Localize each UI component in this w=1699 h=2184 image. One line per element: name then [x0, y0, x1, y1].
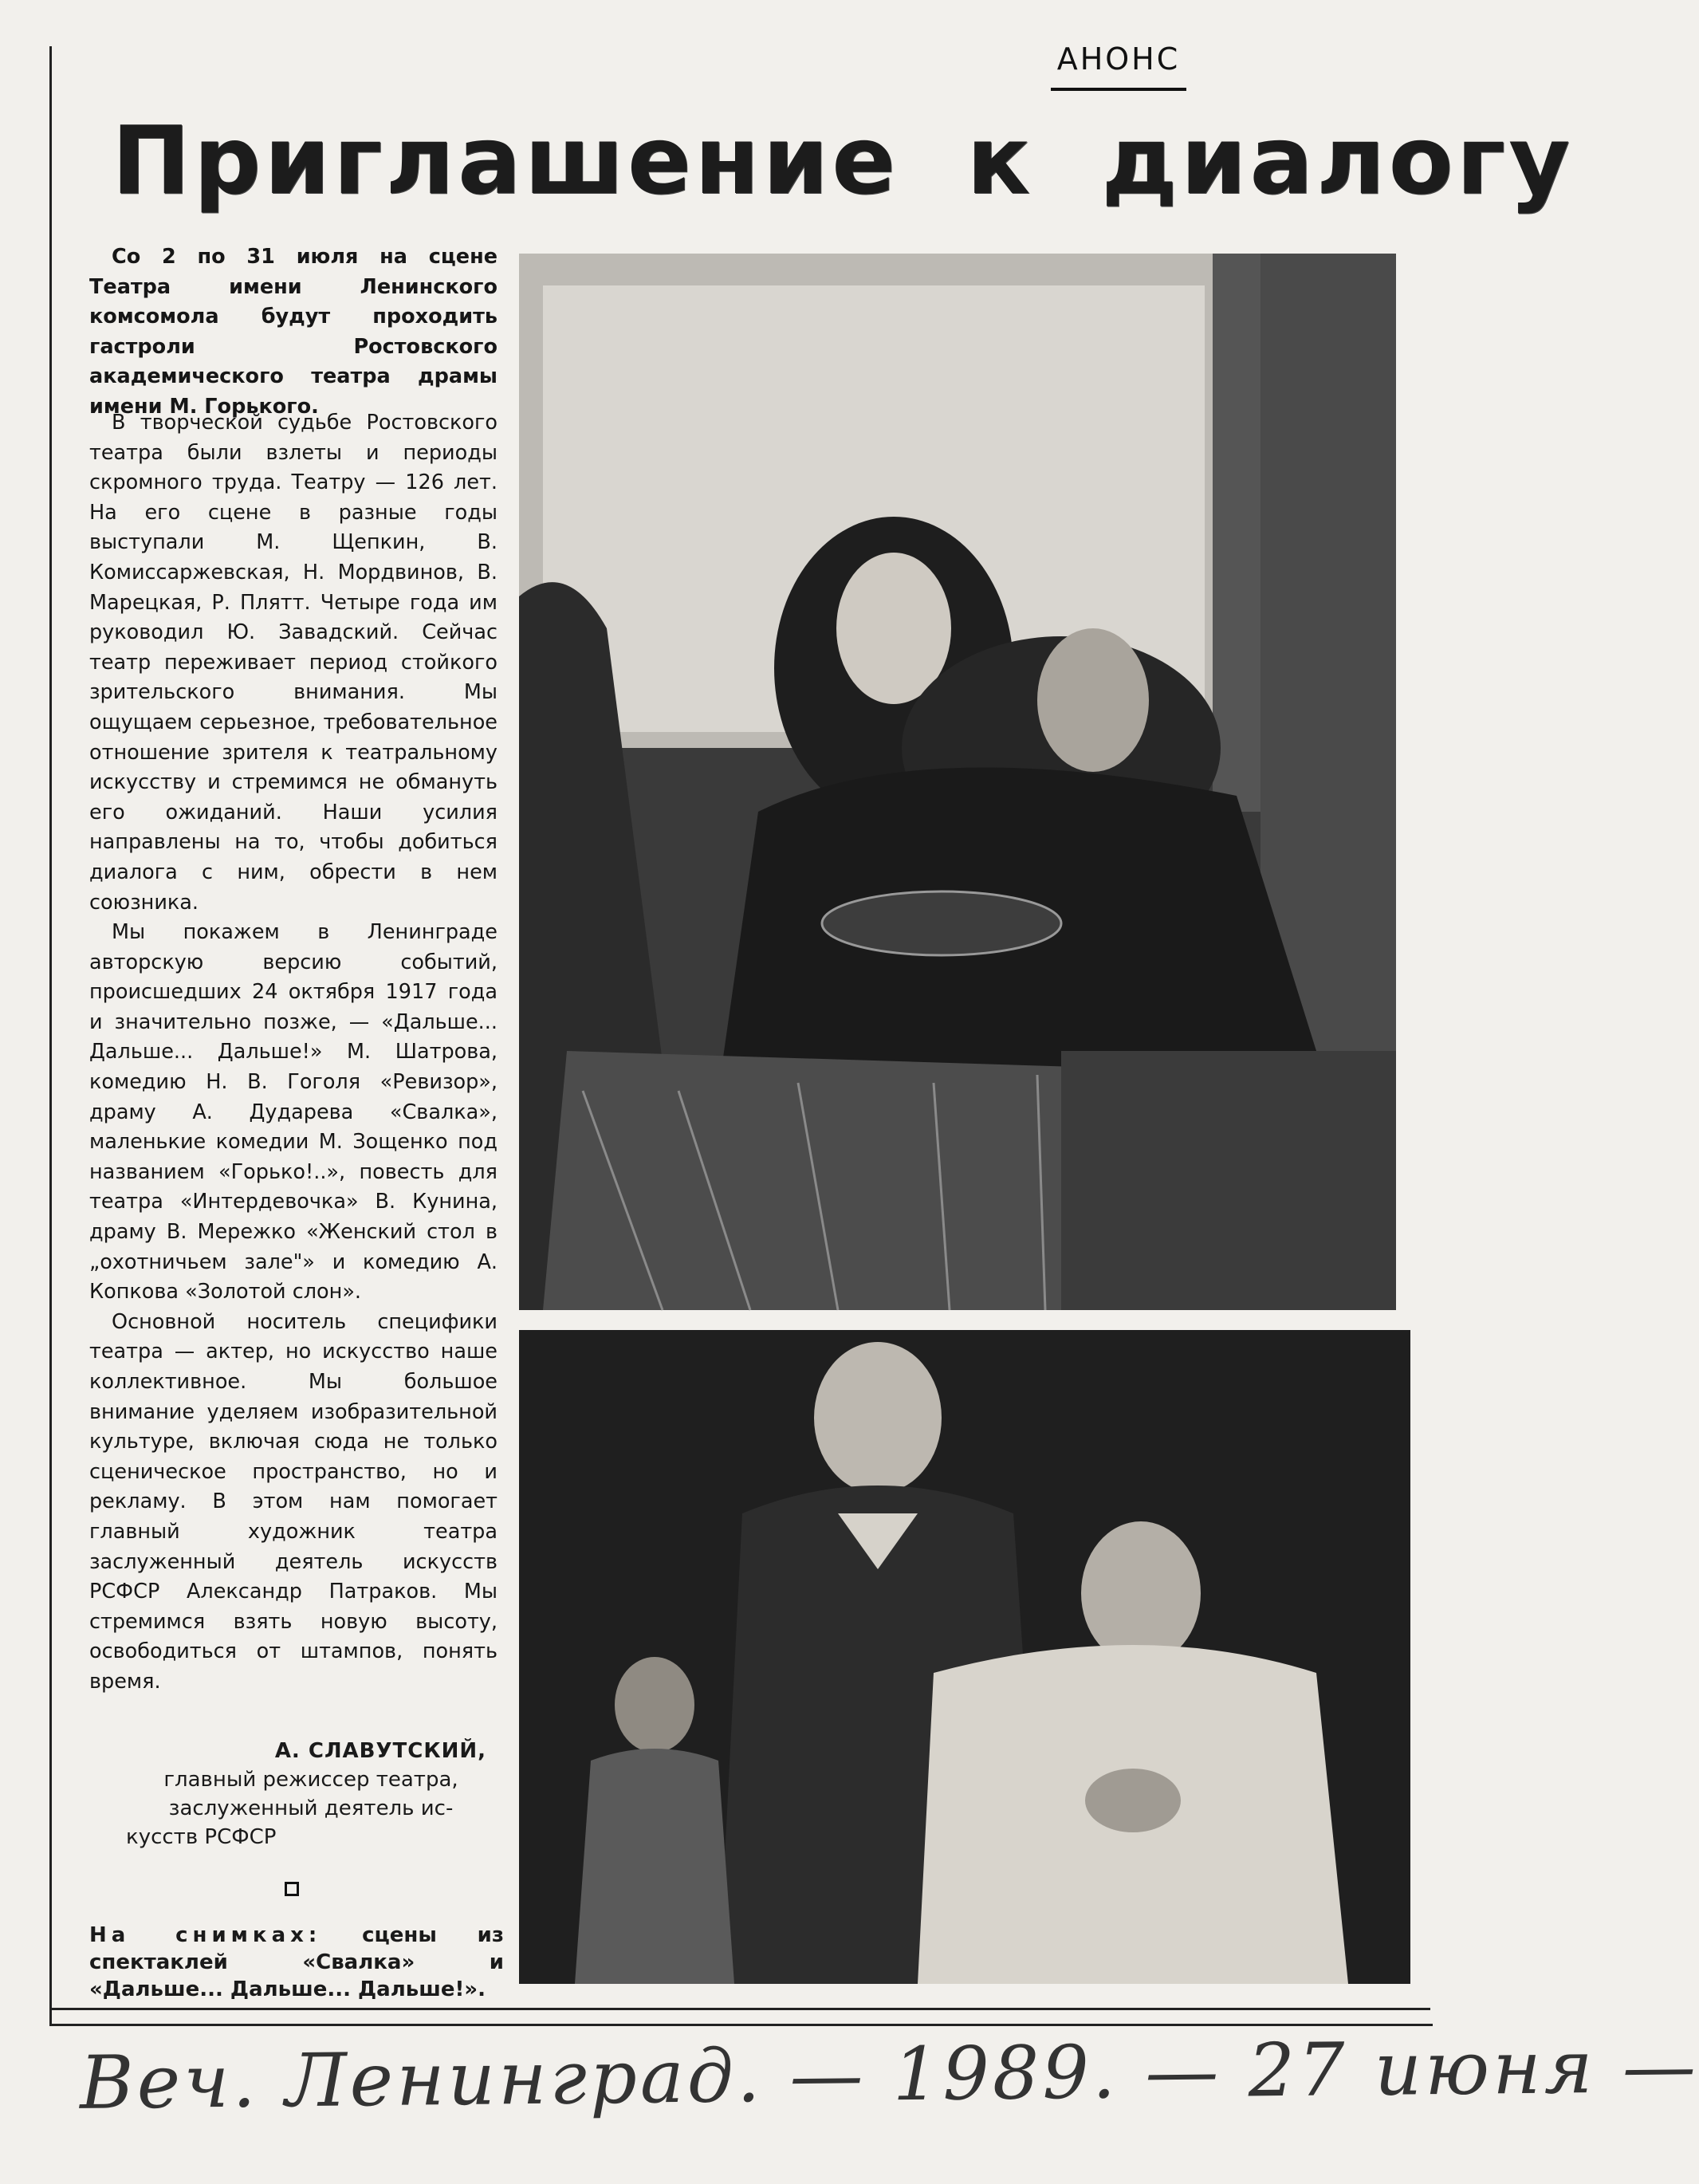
rubric-label: АНОНС	[1056, 41, 1181, 77]
caption-text: сцены из спектаклей «Свалка» и «Дальше... Дальше... Дальше!».	[89, 1923, 504, 2001]
body-paragraph-1: В творческой судьбе Ростовского театра были взлеты и периоды скромного труда. Театру — 126 лет. На его сцене в разные годы выступали М. Щепкин, В. Комиссаржевская, Н. Мордвинов, В. Марецкая, Р. Плятт. Четыре года им руководил Ю. Завадский. Сейчас театр переживает период стойкого зрительского внимания. Мы ощущаем серьезное, требовательное отношение зрителя к театральному искусству и стремимся не обмануть его ожиданий. Наши усилия направлены на то, чтобы добиться диалога с ним, обрести в нем союзника.	[89, 411, 498, 915]
author-title-2: заслуженный деятель ис-	[168, 1796, 454, 1820]
body-paragraph-3: Основной носитель специфики театра — актер, но искусство наше коллективное. Мы большое внимание уделяем изобразительной культуре, включая сюда не только сценическое пространство, но и рекламу. В этом нам помогает главный художник театра заслуженный деятель искусств РСФСР Александр Патраков. Мы стремимся взять новую высоту, освободиться от штампов, понять время.	[89, 1309, 498, 1694]
body-paragraph-2: Мы покажем в Ленинграде авторскую версию событий, происшедших 24 октября 1917 года и значительно позже, — «Дальше... Дальше... Дальше!» М. Шатрова, комедию Н. В. Гоголя «Ревизор», драму А. Дударева «Свалка», маленькие комедии М. Зощенко под названием «Горько!..», повесть для театра «Интердевочка» В. Кунина, драму В. Мережко «Женский стол в „охотничьем зале"» и комедию А. Копкова «Золотой слон».	[89, 920, 498, 1304]
photo-scene-1	[519, 254, 1396, 1310]
author-name: А. СЛАВУТСКИЙ,	[274, 1739, 486, 1763]
caption-label: На снимках:	[89, 1923, 322, 1947]
photo-scene-2	[519, 1330, 1410, 1984]
photo-caption	[89, 1922, 504, 2003]
author-title-3: кусств РСФСР	[126, 1825, 277, 1849]
handwritten-source-note: Веч. Ленинград. — 1989. — 27 июня —	[79, 2023, 1699, 2126]
photo-scene-1-image	[519, 254, 1396, 1310]
photo-scene-2-image	[519, 1330, 1410, 1984]
rubric-underline	[1051, 88, 1186, 91]
end-of-article-mark	[285, 1882, 299, 1896]
article-body	[89, 408, 498, 1698]
lead-paragraph	[89, 242, 498, 423]
author-signature	[120, 1737, 502, 1851]
article-headline: Приглашение к диалогу	[112, 105, 1574, 215]
clipping-bottom-rule	[49, 2008, 1430, 2010]
lead-text: Со 2 по 31 июля на сцене Театра имени Ленинского комсомола будут проходить гастроли Ростовского академического театра драмы имени М. Горького.	[89, 245, 498, 419]
author-title-1: главный режиссер театра,	[163, 1768, 458, 1792]
